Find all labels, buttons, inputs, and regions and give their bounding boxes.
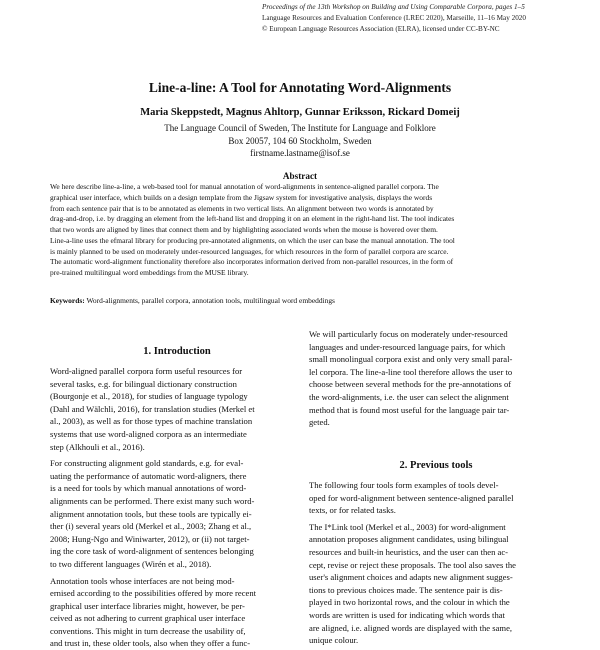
paragraph: [50, 365, 304, 453]
text-line: words are written is used for indicating which words that: [309, 609, 563, 622]
text-line: Annotation tools whose interfaces are not being mod-: [50, 575, 304, 588]
text-line: lel corpora. The line-a-line tool therefore allows the user to: [309, 366, 563, 379]
text-line: conventions. This might in turn decrease the usability of,: [50, 625, 304, 638]
abstract-line: drag-and-drop, i.e. by dragging an element from the left-hand list and dropping it on an element in the right-hand list. The tool indicates: [50, 214, 550, 225]
text-line: (Bourgonje et al., 2018), for studies of language typology: [50, 390, 304, 403]
right-column-continued: [309, 479, 563, 647]
abstract-line: The automatic word-alignment functionality therefore also incorporates information derived from non-parallel resources, in the form of: [50, 257, 550, 268]
header-line-1: Proceedings of the 13th Workshop on Building and Using Comparable Corpora, pages 1–5: [262, 2, 598, 13]
text-line: annotation proposes alignment candidates, using bilingual: [309, 533, 563, 546]
affiliation-email: firstname.lastname@isof.se: [0, 147, 600, 160]
section-heading-introduction: 1. Introduction: [50, 346, 304, 357]
text-line: systems that use word-aligned corpora as an intermediate: [50, 428, 304, 441]
text-line: ther (i) several years old (Merkel et al., 2003; Zhang et al.,: [50, 520, 304, 533]
text-line: alignments can be performed. There exist many such word-: [50, 495, 304, 508]
abstract-line: pre-trained multilingual word embeddings from the MUSE library.: [50, 268, 550, 279]
text-line: alignment annotation tools, but these tools are typically ei-: [50, 508, 304, 521]
text-line: ernised according to the possibilities offered by more recent: [50, 587, 304, 600]
header-line-2: Language Resources and Evaluation Conference (LREC 2020), Marseille, 11–16 May 2020: [262, 13, 598, 24]
paragraph: [309, 328, 563, 429]
text-line: Word-aligned parallel corpora form useful resources for: [50, 365, 304, 378]
text-line: several tasks, e.g. for bilingual dictionary construction: [50, 378, 304, 391]
text-line: languages and under-resourced language pairs, for which: [309, 341, 563, 354]
abstract-line: from each sentence pair that is to be annotated as elements in two vertical lists. An alignment between two words is annotated by: [50, 204, 550, 215]
header-line-3: © European Language Resources Association (ELRA), licensed under CC-BY-NC: [262, 24, 598, 35]
text-line: resources and built-in heuristics, and the user can then ac-: [309, 546, 563, 559]
paper-title: Line-a-line: A Tool for Annotating Word-Alignments: [0, 80, 600, 96]
abstract-line: We here describe line-a-line, a web-based tool for manual annotation of word-alignments in sentence-aligned parallel corpora. The: [50, 182, 550, 193]
paragraph: [309, 479, 563, 517]
text-line: is a need for tools by which manual annotations of word-: [50, 482, 304, 495]
paragraph: [50, 575, 304, 650]
keywords: [50, 296, 550, 306]
text-line: cept, revise or reject these proposals. The tool also saves the: [309, 559, 563, 572]
text-line: The I*Link tool (Merkel et al., 2003) for word-alignment: [309, 521, 563, 534]
affiliation: [0, 122, 600, 160]
abstract-line: graphical user interface, which builds on a design template from the Jigsaw system for investigative analysis, displays the words: [50, 193, 550, 204]
keywords-label: Keywords:: [50, 296, 85, 305]
text-line: ceived as not adhering to current graphical user interface: [50, 612, 304, 625]
text-line: to two different languages (Wirén et al., 2018).: [50, 558, 304, 571]
text-line: step (Alkhouli et al., 2016).: [50, 441, 304, 454]
abstract-line: is mainly planned to be used on moderately under-resourced languages, for which resources in the form of parallel corpora are scarce.: [50, 247, 550, 258]
text-line: the word-alignments, i.e. the user can select the alignment: [309, 391, 563, 404]
text-line: and trust in, these older tools, also when they offer a func-: [50, 637, 304, 650]
text-line: small monolingual corpora exist and only very small paral-: [309, 353, 563, 366]
text-line: are aligned, i.e. aligned words are displayed with the same,: [309, 622, 563, 635]
abstract-body: [50, 182, 550, 279]
keywords-text: Word-alignments, parallel corpora, annotation tools, multilingual word embeddings: [86, 296, 335, 305]
text-line: The following four tools form examples of tools devel-: [309, 479, 563, 492]
text-line: For constructing alignment gold standards, e.g. for eval-: [50, 457, 304, 470]
right-column: [309, 328, 563, 429]
text-line: choose between several methods for the pre-annotations of: [309, 378, 563, 391]
text-line: We will particularly focus on moderately under-resourced: [309, 328, 563, 341]
text-line: user's alignment choices and adapts new alignment sugges-: [309, 571, 563, 584]
text-line: texts, or for related tasks.: [309, 504, 563, 517]
text-line: ing the core task of word-alignment of sentences belonging: [50, 545, 304, 558]
text-line: uating the performance of automatic word-aligners, there: [50, 470, 304, 483]
left-column: [50, 365, 304, 650]
abstract-line: Line-a-line uses the efmaral library for producing pre-annotated alignments, on which the user can base the manual annotation. The tool: [50, 236, 550, 247]
text-line: 2008; Hung-Ngo and Winiwarter, 2012), or (ii) not target-: [50, 533, 304, 546]
paragraph: [50, 457, 304, 570]
text-line: unique colour.: [309, 634, 563, 647]
affiliation-line: Box 20057, 104 60 Stockholm, Sweden: [0, 135, 600, 148]
section-heading-previous-tools: 2. Previous tools: [309, 460, 563, 471]
text-line: method that is found most useful for the language pair tar-: [309, 404, 563, 417]
affiliation-line: The Language Council of Sweden, The Institute for Language and Folklore: [0, 122, 600, 135]
paper-authors: Maria Skeppstedt, Magnus Ahltorp, Gunnar Eriksson, Rickard Domeij: [0, 107, 600, 118]
text-line: al., 2003), as well as for those types of machine translation: [50, 415, 304, 428]
paragraph: [309, 521, 563, 647]
text-line: played in two horizontal rows, and the colour in which the: [309, 596, 563, 609]
text-line: graphical user interface libraries might, however, be per-: [50, 600, 304, 613]
text-line: (Dahl and Wälchli, 2016), for translation studies (Merkel et: [50, 403, 304, 416]
abstract-line: that two words are aligned by lines that connect them and by highlighting associated words when the mouse is hovered over them.: [50, 225, 550, 236]
text-line: tions to previous choices made. The sentence pair is dis-: [309, 584, 563, 597]
text-line: geted.: [309, 416, 563, 429]
text-line: oped for word-alignment between sentence-aligned parallel: [309, 492, 563, 505]
proceedings-header: [262, 2, 598, 35]
abstract-heading: Abstract: [0, 171, 600, 181]
